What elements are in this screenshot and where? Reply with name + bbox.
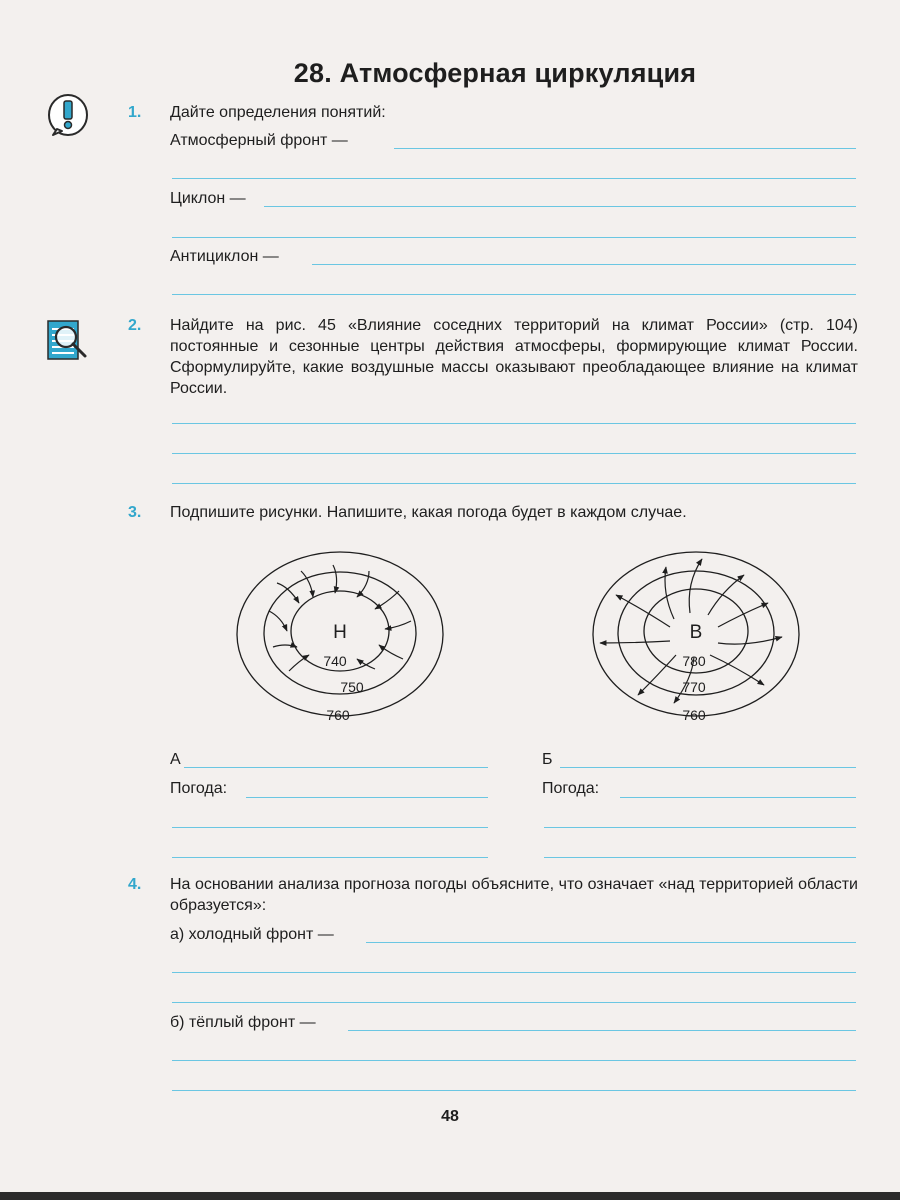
weather-line-a-2[interactable] <box>172 827 488 828</box>
bottom-edge <box>0 1192 900 1200</box>
answer-line-front-2[interactable] <box>172 178 856 179</box>
question-1-number: 1. <box>128 104 142 121</box>
anticyclone-diagram <box>586 547 812 727</box>
page-number: 48 <box>441 1108 459 1125</box>
answer-line-anticyclone-2[interactable] <box>172 294 856 295</box>
answer-line-warm-2[interactable] <box>172 1060 856 1061</box>
weather-line-b-3[interactable] <box>544 857 856 858</box>
answer-line-q2-2[interactable] <box>172 453 856 454</box>
cyclone-diagram <box>229 547 455 727</box>
isobar-label-760: 760 <box>326 707 350 723</box>
question-3-number: 3. <box>128 504 142 521</box>
question-4-number: 4. <box>128 876 142 893</box>
question-1-prompt: Дайте определения понятий: <box>170 104 386 121</box>
answer-line-front-1[interactable] <box>394 148 856 149</box>
answer-line-warm-3[interactable] <box>172 1090 856 1091</box>
question-4-text: На основании анализа прогноза погоды объясните, что означает «над территорией области образуется»: <box>170 876 858 914</box>
isobar-label-780: 780 <box>682 653 706 669</box>
answer-line-cold-2[interactable] <box>172 972 856 973</box>
exclamation-icon <box>45 92 91 138</box>
page-title: 28. Атмосферная циркуляция <box>293 58 697 88</box>
weather-label-b: Погода: <box>542 780 600 797</box>
term-anticyclone: Антициклон — <box>170 248 279 265</box>
anticyclone-center-label: В <box>689 622 703 643</box>
answer-line-q2-3[interactable] <box>172 483 856 484</box>
answer-line-warm-1[interactable] <box>348 1030 856 1031</box>
isobar-label-760: 760 <box>682 707 706 723</box>
answer-line-anticyclone-1[interactable] <box>312 264 856 265</box>
weather-line-a-1[interactable] <box>246 797 488 798</box>
item-warm-front: б) тёплый фронт — <box>170 1014 316 1031</box>
question-3-prompt: Подпишите рисунки. Напишите, какая погода будет в каждом случае. <box>170 504 687 521</box>
answer-line-cyclone-1[interactable] <box>264 206 856 207</box>
term-cyclone: Циклон — <box>170 190 246 207</box>
label-b: Б <box>542 751 553 768</box>
answer-line-q2-1[interactable] <box>172 423 856 424</box>
weather-line-b-2[interactable] <box>544 827 856 828</box>
answer-line-cyclone-2[interactable] <box>172 237 856 238</box>
weather-line-a-3[interactable] <box>172 857 488 858</box>
answer-line-b[interactable] <box>560 767 856 768</box>
weather-label-a: Погода: <box>170 780 228 797</box>
question-2-text: Найдите на рис. 45 «Влияние соседних территорий на климат России» (стр. 104) постоянные и сезонные центры действия атмосферы, формирующие климат России. Сформулируйте, какие воздушные массы оказывают преобладающее влияние на климат России. <box>170 317 858 397</box>
question-2-number: 2. <box>128 317 142 334</box>
isobar-label-770: 770 <box>682 679 706 695</box>
cyclone-center-label: Н <box>333 622 347 643</box>
answer-line-cold-1[interactable] <box>366 942 856 943</box>
label-a: А <box>170 751 181 768</box>
magnifier-icon <box>45 319 91 365</box>
answer-line-cold-3[interactable] <box>172 1002 856 1003</box>
item-cold-front: а) холодный фронт — <box>170 926 334 943</box>
answer-line-a[interactable] <box>184 767 488 768</box>
term-atmospheric-front: Атмосферный фронт — <box>170 132 348 149</box>
isobar-label-750: 750 <box>340 679 364 695</box>
weather-line-b-1[interactable] <box>620 797 856 798</box>
isobar-label-740: 740 <box>323 653 347 669</box>
